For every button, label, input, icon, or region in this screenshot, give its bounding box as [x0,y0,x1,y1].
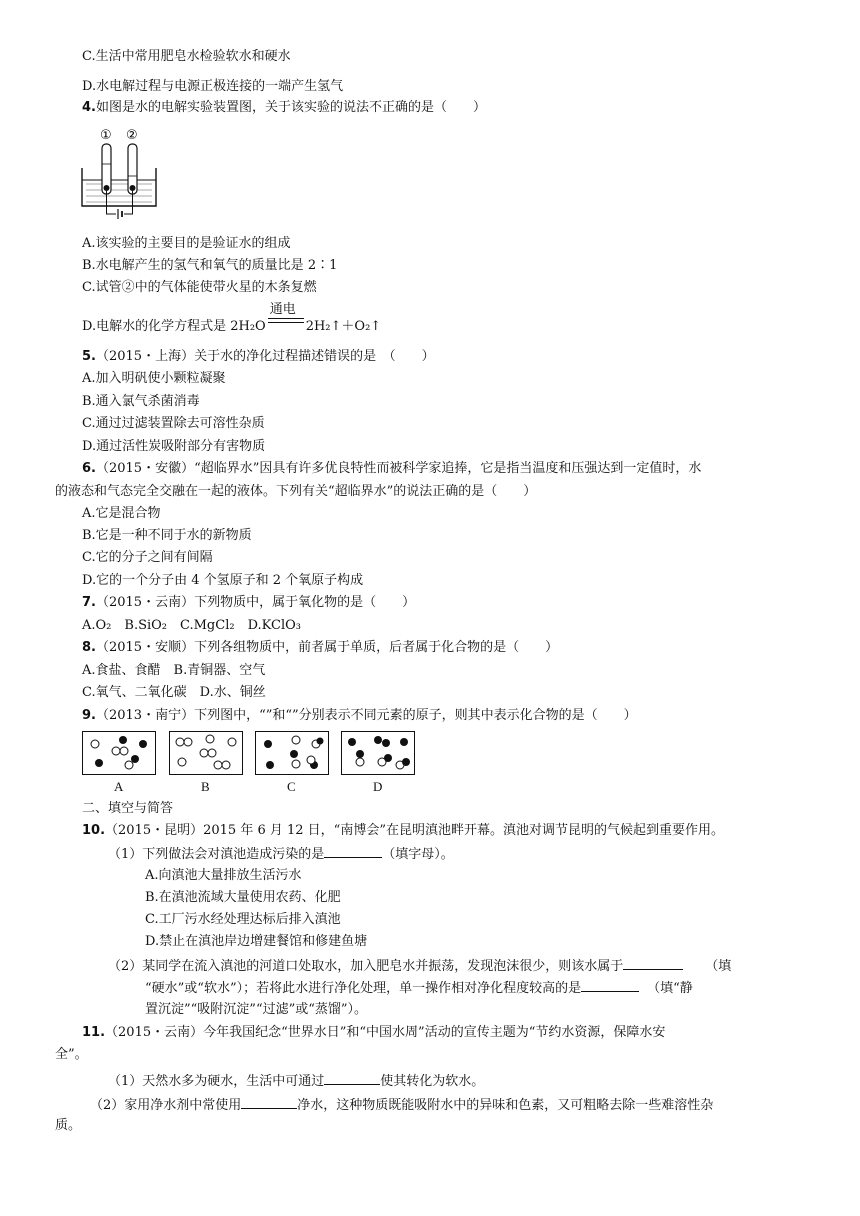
question-6 [82,459,701,479]
molecule-box-a [82,731,156,775]
q6-option-c: C.它的分子之间有间隔 [82,550,213,565]
box-label-c: C [287,779,296,794]
q10-part-2-suffix2: （填“静 [647,981,693,996]
q11-part-2 [90,1094,713,1116]
question-text: （2015・安顺）下列各组物质中，前者属于单质，后者属于化合物的是（ ） [95,640,559,655]
question-text: （2015・安徽）“超临界水”因具有许多优良特性而被科学家追捧，它是指当温度和压强达到一定值时，水 [95,461,702,476]
q8-options-ab: A.食盐、食醋 B.青铜器、空气 [82,663,266,678]
molecule-box-b [169,731,243,775]
question-5 [82,347,435,367]
q6-option-a: A.它是混合物 [82,506,161,521]
molecule-box-d [341,731,415,775]
box-label-d: D [373,779,383,794]
q10-option-b: B.在滇池流域大量使用农药、化肥 [145,890,341,905]
question-number: 5. [82,349,96,364]
q10-part-2 [108,955,731,977]
question-text: （2015・云南）今年我国纪念“世界水日”和“中国水周”活动的宣传主题为“节约水资源，保障水安 [105,1025,666,1040]
question-text: （2015・上海）关于水的净化过程描述错误的是 （ ） [95,349,435,364]
q6-option-b: B.它是一种不同于水的新物质 [82,528,252,543]
question-number: 8. [82,640,96,655]
question-number: 6. [82,461,96,476]
question-text: 如图是水的电解实验装置图，关于该实验的说法不正确的是（ ） [95,100,486,115]
answer-blank[interactable] [324,1070,380,1085]
question-number: 9. [82,708,96,723]
question-11-cont: 全”。 [55,1047,88,1062]
equation-condition: 通电 [269,302,296,317]
equation-right: 2H₂↑＋O₂↑ [305,319,382,334]
box-label-b: B [201,779,210,794]
section-heading: 二、填空与简答 [82,801,174,816]
tube-2-label: ② [126,128,138,143]
question-7 [82,593,415,613]
q10-option-d: D.禁止在滇池岸边增建餐馆和修建鱼塘 [145,934,368,949]
electrolysis-apparatus-figure [80,124,160,220]
q10-part-2-cont2: 置沉淀”“吸附沉淀”“过滤”或“蒸馏”）。 [145,1002,368,1017]
question-8 [82,638,558,658]
question-number: 7. [82,595,96,610]
q5-option-a: A.加入明矾使小颗粒凝聚 [82,371,226,386]
q10-option-a: A.向滇池大量排放生活污水 [145,868,302,883]
q11-part-2-suffix: 净水，这种物质既能吸附水中的异味和色素，又可粗略去除一些难溶性杂 [297,1098,714,1113]
q4-option-d [82,302,382,337]
q10-part-2-cont [145,977,693,999]
q5-option-c: C.通过过滤装置除去可溶性杂质 [82,416,265,431]
q10-part-2-text: （2）某同学在流入滇池的河道口处取水，加入肥皂水并振荡，发现泡沫很少，则该水属于 [108,959,624,974]
q10-part-1-text: （1）下列做法会对滇池造成污染的是 [108,847,325,862]
question-9 [82,706,637,726]
question-number: 10. [82,823,106,838]
molecule-box-c [255,731,329,775]
q11-part-1-suffix: 使其转化为软水。 [380,1074,485,1089]
q11-part-1 [108,1070,484,1092]
q10-part-2-text2: “硬水”或“软水”）；若将此水进行净化处理，单一操作相对净化程度较高的是 [145,981,582,996]
q10-part-1-suffix: （填字母）。 [382,847,454,862]
q7-options: A.O₂ B.SiO₂ C.MgCl₂ D.KClO₃ [82,618,302,633]
answer-blank[interactable] [581,977,639,992]
q5-option-b: B.通入氯气杀菌消毒 [82,394,200,409]
q4-option-b: B.水电解产生的氢气和氧气的质量比是 2∶1 [82,258,338,273]
q8-options-cd: C.氧气、二氧化碳 D.水、铜丝 [82,685,266,700]
option-c-line: C.生活中常用肥皂水检验软水和硬水 [82,49,291,64]
tube-1-label: ① [100,128,112,143]
answer-blank[interactable] [324,843,382,858]
question-10 [82,821,724,841]
answer-blank[interactable] [623,955,683,970]
q11-part-1-text: （1）天然水多为硬水，生活中可通过 [108,1074,325,1089]
question-6-cont: 的液态和气态完全交融在一起的液体。下列有关“超临界水”的说法正确的是（ ） [55,484,537,499]
q11-part-2-text: （2）家用净水剂中常使用 [90,1098,242,1113]
q11-part-2-cont: 质。 [55,1118,82,1133]
box-label-a: A [114,779,124,794]
question-number: 4. [82,100,96,115]
question-4 [82,98,486,118]
q4-option-a: A.该实验的主要目的是验证水的组成 [82,236,291,251]
question-text: （2015・云南）下列物质中，属于氧化物的是（ ） [95,595,416,610]
question-text: （2013・南宁）下列图中，“”和“”分别表示不同元素的原子，则其中表示化合物的是（ ） [95,708,637,723]
q10-part-1 [108,843,454,865]
equation-left: D.电解水的化学方程式是 2H₂O [82,319,266,334]
q6-option-d: D.它的一个分子由 4 个氢原子和 2 个氧原子构成 [82,573,364,588]
question-number: 11. [82,1025,106,1040]
q5-option-d: D.通过活性炭吸附部分有害物质 [82,439,266,454]
q10-option-c: C.工厂污水经处理达标后排入滇池 [145,912,341,927]
equation-arrow [268,302,304,330]
q10-part-2-suffix: （填 [705,959,732,974]
answer-blank[interactable] [241,1094,297,1109]
option-d-line: D.水电解过程与电源正极连接的一端产生氢气 [82,79,344,94]
question-text: （2015・昆明）2015 年 6 月 12 日，“南博会”在昆明滇池畔开幕。滇池对调节昆明的气候起到重要作用。 [105,823,724,838]
q4-option-c: C.试管②中的气体能使带火星的木条复燃 [82,280,317,295]
question-11 [82,1023,665,1043]
